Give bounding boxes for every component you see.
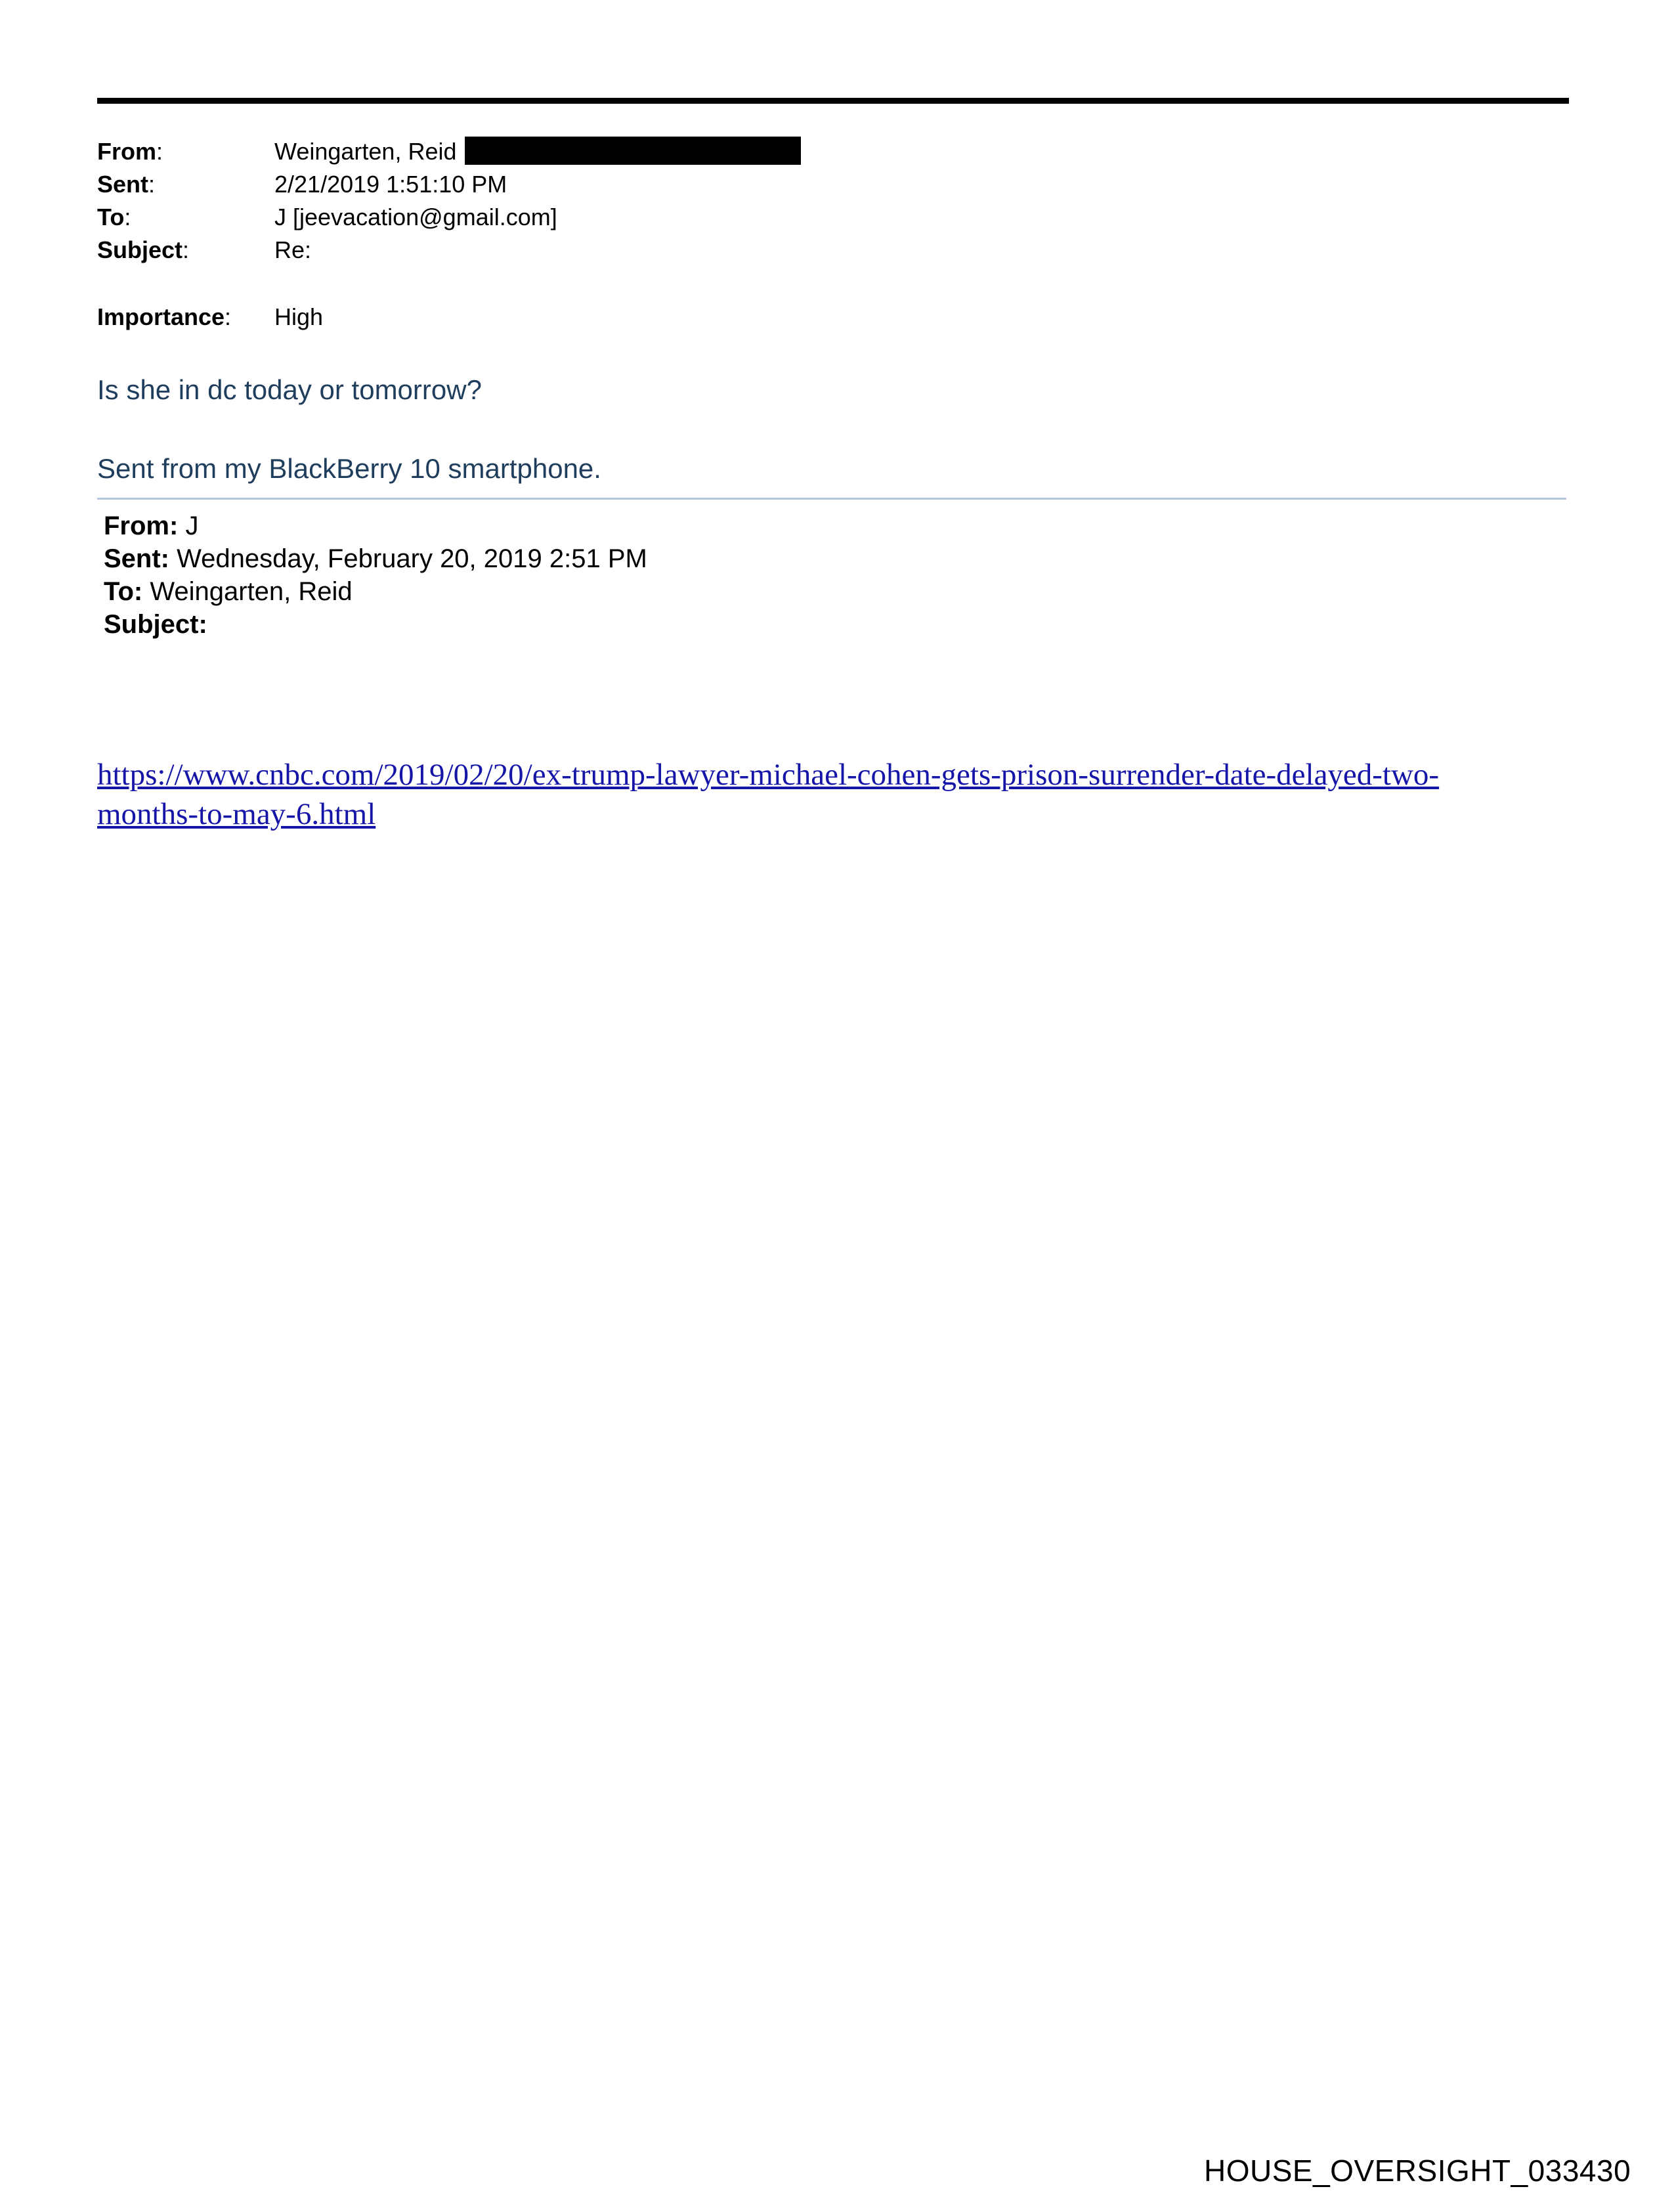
- top-divider: [97, 98, 1569, 104]
- quoted-subject-row: [104, 608, 207, 641]
- quote-divider: [97, 498, 1566, 500]
- to-value: J [jeevacation@gmail.com]: [274, 204, 557, 230]
- from-label: From:: [97, 138, 163, 165]
- redaction-block: [465, 137, 801, 165]
- quoted-to-value: Weingarten, Reid: [150, 577, 353, 606]
- sent-label: Sent:: [97, 171, 156, 198]
- quoted-sent-row: [104, 542, 647, 575]
- message-signature: Sent from my BlackBerry 10 smartphone.: [97, 453, 601, 484]
- sent-value: 2/21/2019 1:51:10 PM: [274, 171, 507, 198]
- quoted-to-label: To:: [104, 577, 143, 606]
- message-body: Is she in dc today or tomorrow?: [97, 374, 482, 405]
- quoted-from-row: [104, 510, 198, 542]
- quoted-sent-label: Sent:: [104, 544, 169, 573]
- quoted-to-row: [104, 575, 353, 608]
- importance-label: Importance:: [97, 303, 232, 330]
- subject-label: Subject:: [97, 236, 190, 263]
- article-link[interactable]: [97, 755, 1574, 834]
- article-link-line2[interactable]: months-to-may-6.html: [97, 797, 376, 831]
- quoted-from-label: From:: [104, 511, 179, 540]
- quoted-sent-value: Wednesday, February 20, 2019 2:51 PM: [177, 544, 647, 573]
- quoted-from-value: J: [185, 511, 199, 540]
- bates-number: HOUSE_OVERSIGHT_033430: [1204, 2154, 1631, 2188]
- quoted-subject-label: Subject:: [104, 610, 207, 639]
- from-value: Weingarten, Reid: [274, 137, 801, 167]
- importance-value: High: [274, 303, 324, 330]
- to-label: To:: [97, 204, 131, 230]
- subject-value: Re:: [274, 236, 312, 263]
- article-link-line1[interactable]: https://www.cnbc.com/2019/02/20/ex-trump-lawyer-michael-cohen-gets-prison-surrender-date-delayed-two-: [97, 758, 1440, 792]
